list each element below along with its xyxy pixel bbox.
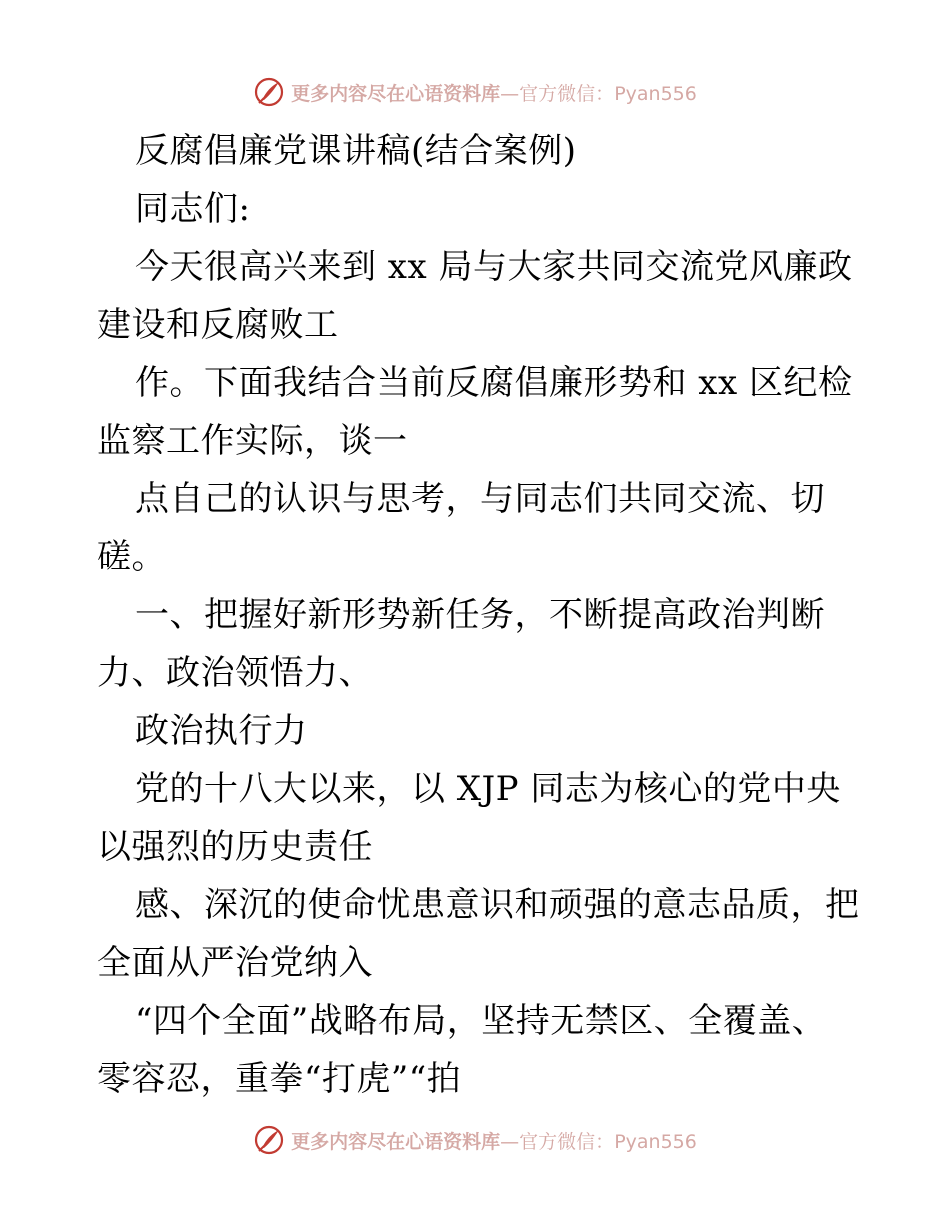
text-line: 反腐倡廉党课讲稿(结合案例) (135, 131, 577, 171)
quill-pen-logo-icon (253, 1124, 285, 1156)
text-line: 一、把握好新形势新任务，不断提高政治判断 (135, 595, 825, 635)
watermark-separator: — (500, 82, 520, 105)
text-line: 今天很高兴来到 xx 局与大家共同交流党风廉政 (135, 247, 853, 287)
watermark-footer (0, 1120, 950, 1160)
text-line: 监察工作实际，谈一 (97, 421, 408, 461)
watermark-suffix: 官方微信： (519, 82, 615, 105)
text-line: 点自己的认识与思考，与同志们共同交流、切 (135, 479, 825, 519)
watermark-header (0, 72, 950, 112)
watermark-wechat-id: Pyan556 (614, 82, 697, 105)
text-line: 以强烈的历史责任 (97, 827, 373, 867)
watermark-suffix: 官方微信： (519, 1130, 615, 1153)
text-line: “四个全面”战略布局，坚持无禁区、全覆盖、 (135, 1001, 827, 1041)
text-line: 政治执行力 (135, 711, 308, 751)
watermark-text (291, 1127, 697, 1154)
text-line: 建设和反腐败工 (97, 305, 339, 345)
text-line: 力、政治领悟力、 (97, 653, 373, 693)
text-line: 感、深沉的使命忧患意识和顽强的意志品质，把 (135, 885, 860, 925)
watermark-separator: — (500, 1130, 520, 1153)
watermark-brand: 更多内容尽在心语资料库 (291, 82, 501, 105)
text-line: 党的十八大以来，以 XJP 同志为核心的党中央 (135, 769, 841, 809)
text-line: 全面从严治党纳入 (97, 943, 373, 983)
quill-pen-logo-icon (253, 76, 285, 108)
text-line: 作。下面我结合当前反腐倡廉形势和 xx 区纪检 (135, 363, 853, 403)
text-line: 零容忍，重拳“打虎”“拍 (97, 1059, 462, 1099)
watermark-brand: 更多内容尽在心语资料库 (291, 1130, 501, 1153)
text-line: 磋。 (97, 537, 166, 577)
watermark-text (291, 79, 697, 106)
text-line: 同志们: (135, 189, 251, 229)
document-body (97, 122, 860, 1108)
watermark-wechat-id: Pyan556 (614, 1130, 697, 1153)
